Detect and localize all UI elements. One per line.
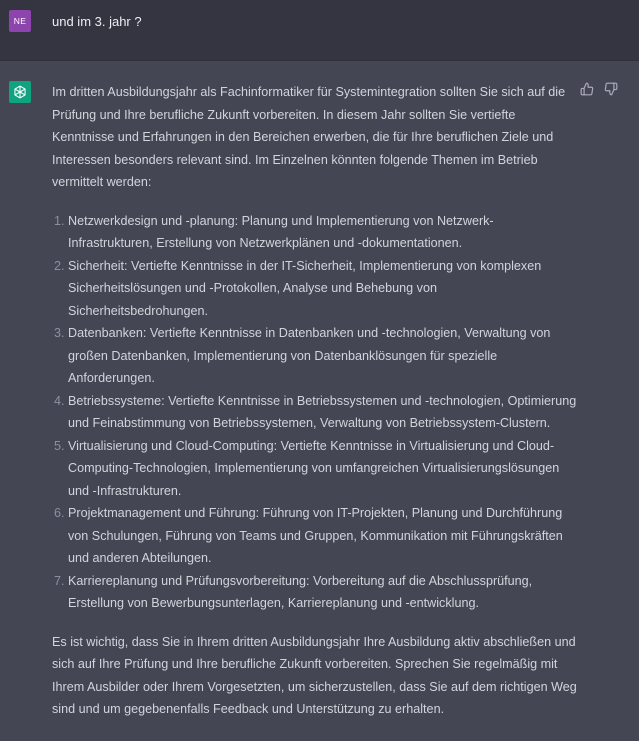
user-message-text: und im 3. jahr ?	[52, 14, 142, 29]
list-item: 2. Sicherheit: Vertiefte Kenntnisse in der IT-Sicherheit, Implementierung von komplexen Sicherheitslösungen und -Protokollen, Analyse und Behebung von Sicherheitsbedrohungen.	[68, 255, 578, 323]
user-avatar: NE	[9, 10, 31, 32]
answer-intro: Im dritten Ausbildungsjahr als Fachinformatiker für Systemintegration sollten Sie sich auf die Prüfung und Ihre berufliche Zukunft vorbereiten. In diesem Jahr sollten Sie vertiefte Kenntnisse und Erfahrungen in den Bereichen erwerben, die für Ihre beruflichen Ziele und Interessen besonders relevant sind. Im Einzelnen könnten folgende Themen im Betrieb vermittelt werden:	[52, 85, 566, 189]
list-item: 1. Netzwerkdesign und -planung: Planung und Implementierung von Netzwerk-Infrastrukturen, Erstellung von Netzwerkplänen und -dokumentationen.	[68, 210, 578, 255]
topic-list	[52, 210, 578, 615]
feedback-buttons	[580, 82, 618, 96]
list-item: 3. Datenbanken: Vertiefte Kenntnisse in Datenbanken und -technologien, Verwaltung von großen Datenbanken, Implementierung von Datenbanklösungen für spezielle Anforderungen.	[68, 322, 578, 390]
thumbs-up-icon[interactable]	[580, 82, 594, 96]
list-item: 5. Virtualisierung und Cloud-Computing: Vertiefte Kenntnisse in Virtualisierung und Cloud-Computing-Technologien, Implementierung von umfangreichen Virtualisierungslösungen und -Infrastrukturen.	[68, 435, 578, 503]
list-item: 6. Projektmanagement und Führung: Führung von IT-Projekten, Planung und Durchführung von Schulungen, Führung von Teams und Gruppen, Kommunikation mit Führungskräften und anderen Abteilungen.	[68, 502, 578, 570]
answer-closing: Es ist wichtig, dass Sie in Ihrem dritten Ausbildungsjahr Ihre Ausbildung aktiv abschließen und sich auf Ihre Prüfung und Ihre berufliche Zukunft vorbereiten. Sprechen Sie regelmäßig mit Ihrem Ausbilder oder Ihrem Vorgesetzten, um sicherzustellen, dass Sie auf dem richtigen Weg sind und um gegebenenfalls Feedback und Unterstützung zu erhalten.	[52, 634, 577, 716]
assistant-message-row	[0, 61, 639, 741]
thumbs-down-icon[interactable]	[604, 82, 618, 96]
list-item: 4. Betriebssysteme: Vertiefte Kenntnisse in Betriebssystemen und -technologien, Optimierung und Feinabstimmung von Betriebssystemen, Verwaltung von Betriebssystem-Clustern.	[68, 390, 578, 435]
list-item: 7. Karriereplanung und Prüfungsvorbereitung: Vorbereitung auf die Abschlussprüfung, Erstellung von Bewerbungsunterlagen, Karriereplanung und -entwicklung.	[68, 570, 578, 615]
assistant-answer	[52, 81, 578, 721]
openai-logo-icon	[9, 81, 31, 103]
user-message-row	[0, 0, 639, 61]
